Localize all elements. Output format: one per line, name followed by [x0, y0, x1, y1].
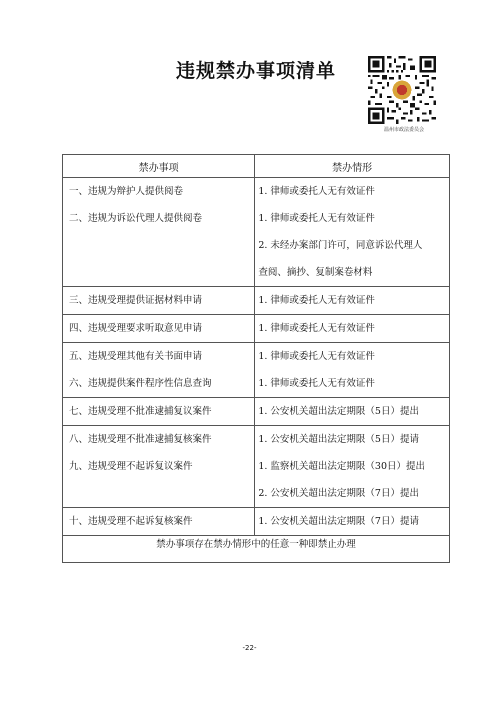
- item-text: 四、违规受理要求听取意见申请: [69, 323, 203, 334]
- situation-cell: [255, 287, 450, 315]
- table-row: [63, 343, 450, 398]
- situation-text: 1. 律师或委托人无有效证件: [258, 323, 375, 334]
- prohibited-items-table: [62, 154, 450, 563]
- item-text: 三、违规受理提供证据材料申请: [69, 295, 203, 306]
- situation-cell: [255, 426, 450, 508]
- item-cell: [63, 398, 255, 426]
- situation-text: 1. 公安机关超出法定期限（7日）提请: [258, 516, 419, 527]
- situation-cell: [255, 508, 450, 536]
- item-cell: [63, 178, 255, 287]
- item-text: 九、违规受理不起诉复议案件: [69, 461, 193, 472]
- situation-text: 1. 公安机关超出法定期限（5日）提请: [258, 434, 419, 445]
- qr-caption: 温州市政法委员会: [383, 127, 424, 133]
- situation-text: 1. 律师或委托人无有效证件: [258, 213, 375, 224]
- table-row: [63, 315, 450, 343]
- header-prohibited-situation: 禁办情形: [255, 155, 450, 178]
- situation-text: 1. 公安机关超出法定期限（5日）提出: [258, 406, 419, 417]
- situation-cell: [255, 315, 450, 343]
- table-row: [63, 426, 450, 508]
- item-text: 六、违规提供案件程序性信息查询: [69, 378, 212, 389]
- item-cell: [63, 508, 255, 536]
- item-text: 一、违规为辩护人提供阅卷: [69, 186, 184, 197]
- page-number: -22-: [242, 644, 257, 652]
- item-text: 五、违规受理其他有关书面申请: [69, 351, 203, 362]
- item-text: 十、违规受理不起诉复核案件: [69, 516, 193, 527]
- table-header-row: [63, 155, 450, 178]
- situation-cell: [255, 398, 450, 426]
- table-row: [63, 287, 450, 315]
- situation-cell: [255, 178, 450, 287]
- item-text: 二、违规为诉讼代理人提供阅卷: [69, 213, 203, 224]
- header-prohibited-item: 禁办事项: [63, 155, 255, 178]
- situation-text: 查阅、摘抄、复制案卷材料: [258, 267, 373, 278]
- situation-text: 1. 律师或委托人无有效证件: [258, 186, 375, 197]
- table-footer-row: [63, 536, 450, 563]
- situation-text: 1. 律师或委托人无有效证件: [258, 351, 375, 362]
- item-cell: [63, 315, 255, 343]
- table-row: [63, 178, 450, 287]
- situation-text: 2. 未经办案部门许可，同意诉讼代理人: [258, 240, 423, 251]
- item-text: 八、违规受理不批准逮捕复核案件: [69, 434, 212, 445]
- qr-code-icon: [368, 56, 436, 124]
- table-footer-note: 禁办事项存在禁办情形中的任意一种即禁止办理: [63, 536, 450, 563]
- qr-code-block: [368, 56, 440, 133]
- situation-text: 1. 律师或委托人无有效证件: [258, 378, 375, 389]
- situation-text: 2. 公安机关超出法定期限（7日）提出: [258, 488, 419, 499]
- situation-cell: [255, 343, 450, 398]
- situation-text: 1. 监察机关超出法定期限（30日）提出: [258, 461, 426, 472]
- item-cell: [63, 426, 255, 508]
- item-text: 七、违规受理不批准逮捕复议案件: [69, 406, 212, 417]
- item-cell: [63, 343, 255, 398]
- table-row: [63, 398, 450, 426]
- page-title: 违规禁办事项清单: [176, 60, 337, 82]
- item-cell: [63, 287, 255, 315]
- table-row: [63, 508, 450, 536]
- situation-text: 1. 律师或委托人无有效证件: [258, 295, 375, 306]
